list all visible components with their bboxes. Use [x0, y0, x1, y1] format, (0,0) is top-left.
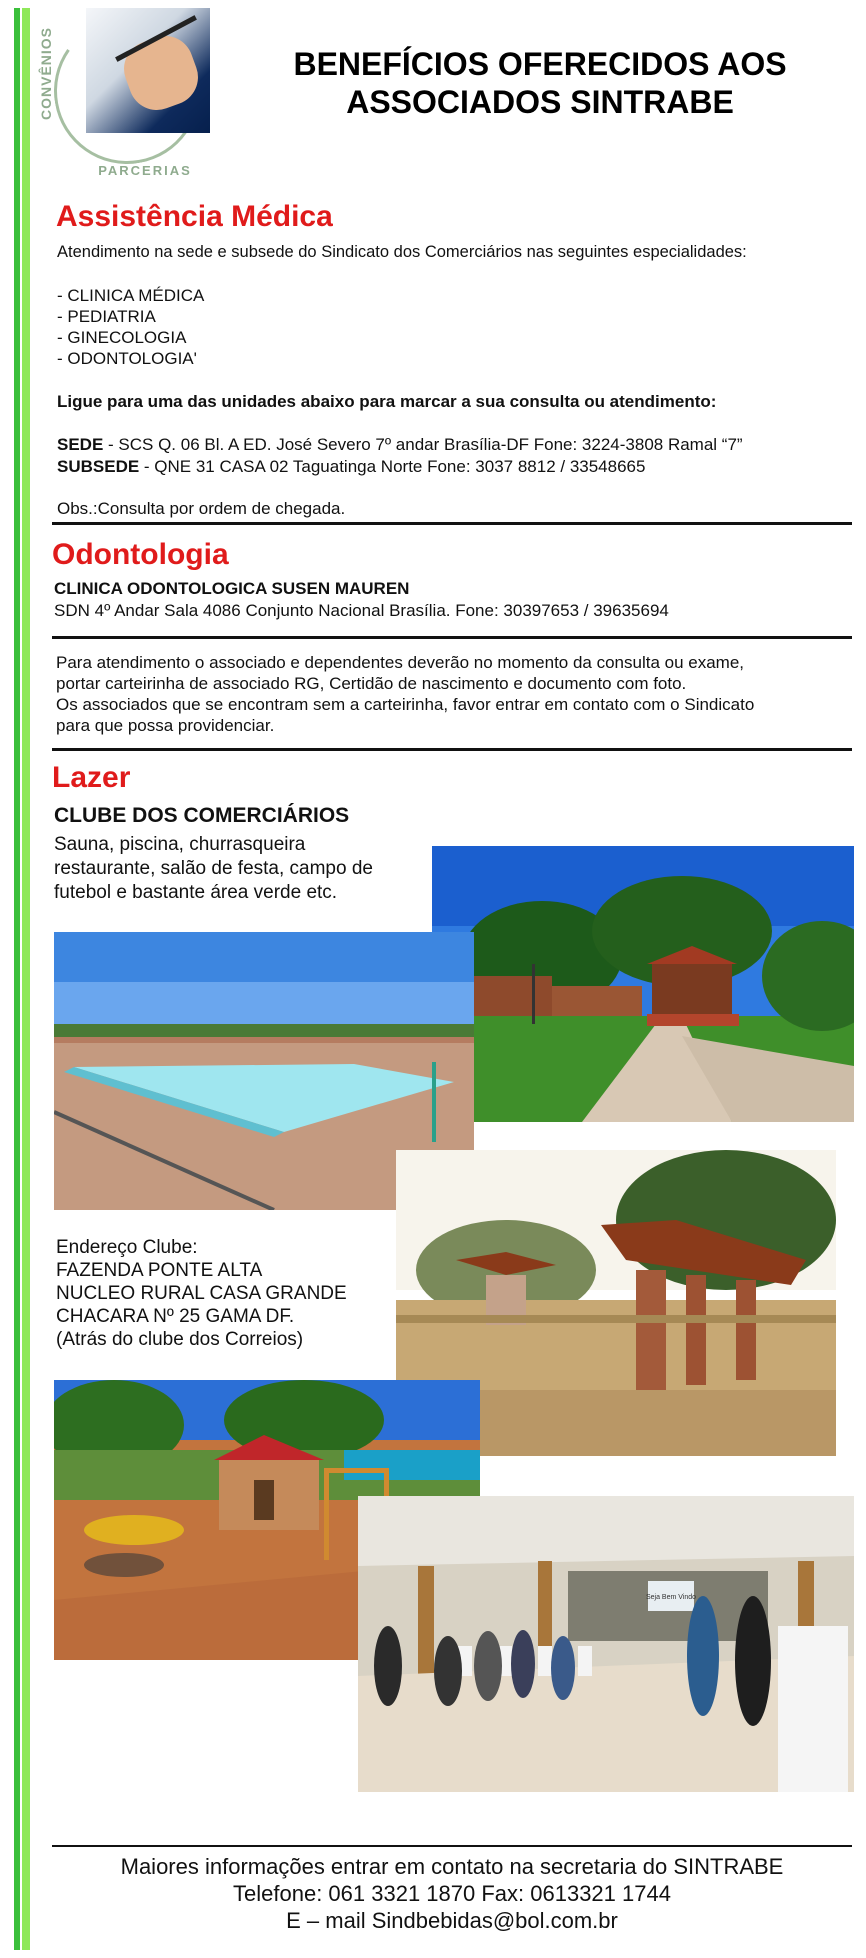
- page-title: [240, 45, 840, 121]
- leisure-section-title: Lazer: [52, 761, 131, 794]
- convenios-logo: [40, 8, 210, 184]
- hand-shape: [116, 28, 206, 118]
- notice-line: para que possa providenciar.: [56, 716, 275, 735]
- notice-text: [56, 652, 754, 736]
- amenities-line: futebol e bastante área verde etc.: [54, 882, 338, 903]
- club-address: [56, 1236, 347, 1351]
- medical-intro: Atendimento na sede e subsede do Sindicato dos Comerciários nas seguintes especialidades:: [57, 243, 747, 261]
- specialties-list: [57, 285, 204, 369]
- amenities-line: Sauna, piscina, churrasqueira: [54, 834, 306, 855]
- title-line-2: ASSOCIADOS SINTRABE: [346, 84, 734, 120]
- footer-phone-line: Telefone: 061 3321 1870 Fax: 0613321 1744: [233, 1881, 671, 1906]
- subsede-line: [57, 456, 645, 477]
- call-text: Ligue para uma das unidades abaixo para marcar a sua consulta ou atendimento:: [57, 392, 717, 411]
- sede-label: SEDE: [57, 435, 104, 454]
- footer-divider: [52, 1845, 852, 1847]
- club-amenities: [54, 833, 373, 905]
- address-line: CHACARA Nº 25 GAMA DF.: [56, 1306, 295, 1327]
- footer-email-line: E – mail Sindbebidas@bol.com.br: [286, 1908, 618, 1933]
- dental-section-title: Odontologia: [52, 538, 229, 571]
- clinic-address: SDN 4º Andar Sala 4086 Conjunto Nacional Brasília. Fone: 30397653 / 39635694: [54, 601, 669, 620]
- amenities-line: restaurante, salão de festa, campo de: [54, 858, 373, 879]
- title-line-1: BENEFÍCIOS OFERECIDOS AOS: [293, 46, 787, 82]
- sede-text: - SCS Q. 06 Bl. A ED. José Severo 7º andar Brasília-DF Fone: 3224-3808 Ramal “7”: [103, 435, 743, 454]
- address-line: FAZENDA PONTE ALTA: [56, 1260, 263, 1281]
- photo-club-event-hall: [358, 1496, 854, 1792]
- footer-contact: [52, 1853, 852, 1934]
- subsede-label: SUBSEDE: [57, 457, 140, 476]
- notice-line: Os associados que se encontram sem a carteirinha, favor entrar em contato com o Sindicato: [56, 695, 755, 714]
- obs-text: Obs.:Consulta por ordem de chegada.: [57, 499, 346, 518]
- specialty-item: - ODONTOLOGIA': [57, 349, 197, 368]
- photo-club-garden-gazebo: [432, 846, 854, 1122]
- footer-info-line: Maiores informações entrar em contato na secretaria do SINTRABE: [120, 1854, 784, 1879]
- divider: [52, 636, 852, 639]
- address-line: Endereço Clube:: [56, 1237, 198, 1258]
- clinic-name: CLINICA ODONTOLOGICA SUSEN MAUREN: [54, 579, 410, 598]
- divider: [52, 522, 852, 525]
- address-line: (Atrás do clube dos Correios): [56, 1329, 304, 1350]
- address-line: NUCLEO RURAL CASA GRANDE: [56, 1283, 347, 1304]
- specialty-item: - PEDIATRIA: [57, 307, 156, 326]
- notice-line: Para atendimento o associado e dependentes deverão no momento da consulta ou exame,: [56, 653, 745, 672]
- club-name: CLUBE DOS COMERCIÁRIOS: [54, 804, 350, 827]
- notice-line: portar carteirinha de associado RG, Certidão de nascimento e documento com foto.: [56, 674, 687, 693]
- medical-section-title: Assistência Médica: [56, 200, 333, 233]
- specialty-item: - GINECOLOGIA: [57, 328, 187, 347]
- subsede-text: - QNE 31 CASA 02 Taguatinga Norte Fone: 3037 8812 / 33548665: [139, 457, 646, 476]
- divider: [52, 748, 852, 751]
- screen-text: Seja Bem Vindo: [645, 1594, 697, 1601]
- event-hall-illustration: [358, 1496, 854, 1792]
- specialty-item: - CLINICA MÉDICA: [57, 286, 205, 305]
- garden-gazebo-illustration: [432, 846, 854, 1122]
- side-bar-dark: [14, 8, 20, 1950]
- logo-photo-hand-writing: [86, 8, 210, 133]
- logo-bottom-text: PARCERIAS: [98, 163, 192, 178]
- logo-vertical-text: CONVÊNIOS: [38, 26, 54, 120]
- side-bar-light: [22, 8, 30, 1950]
- sede-line: [57, 434, 743, 455]
